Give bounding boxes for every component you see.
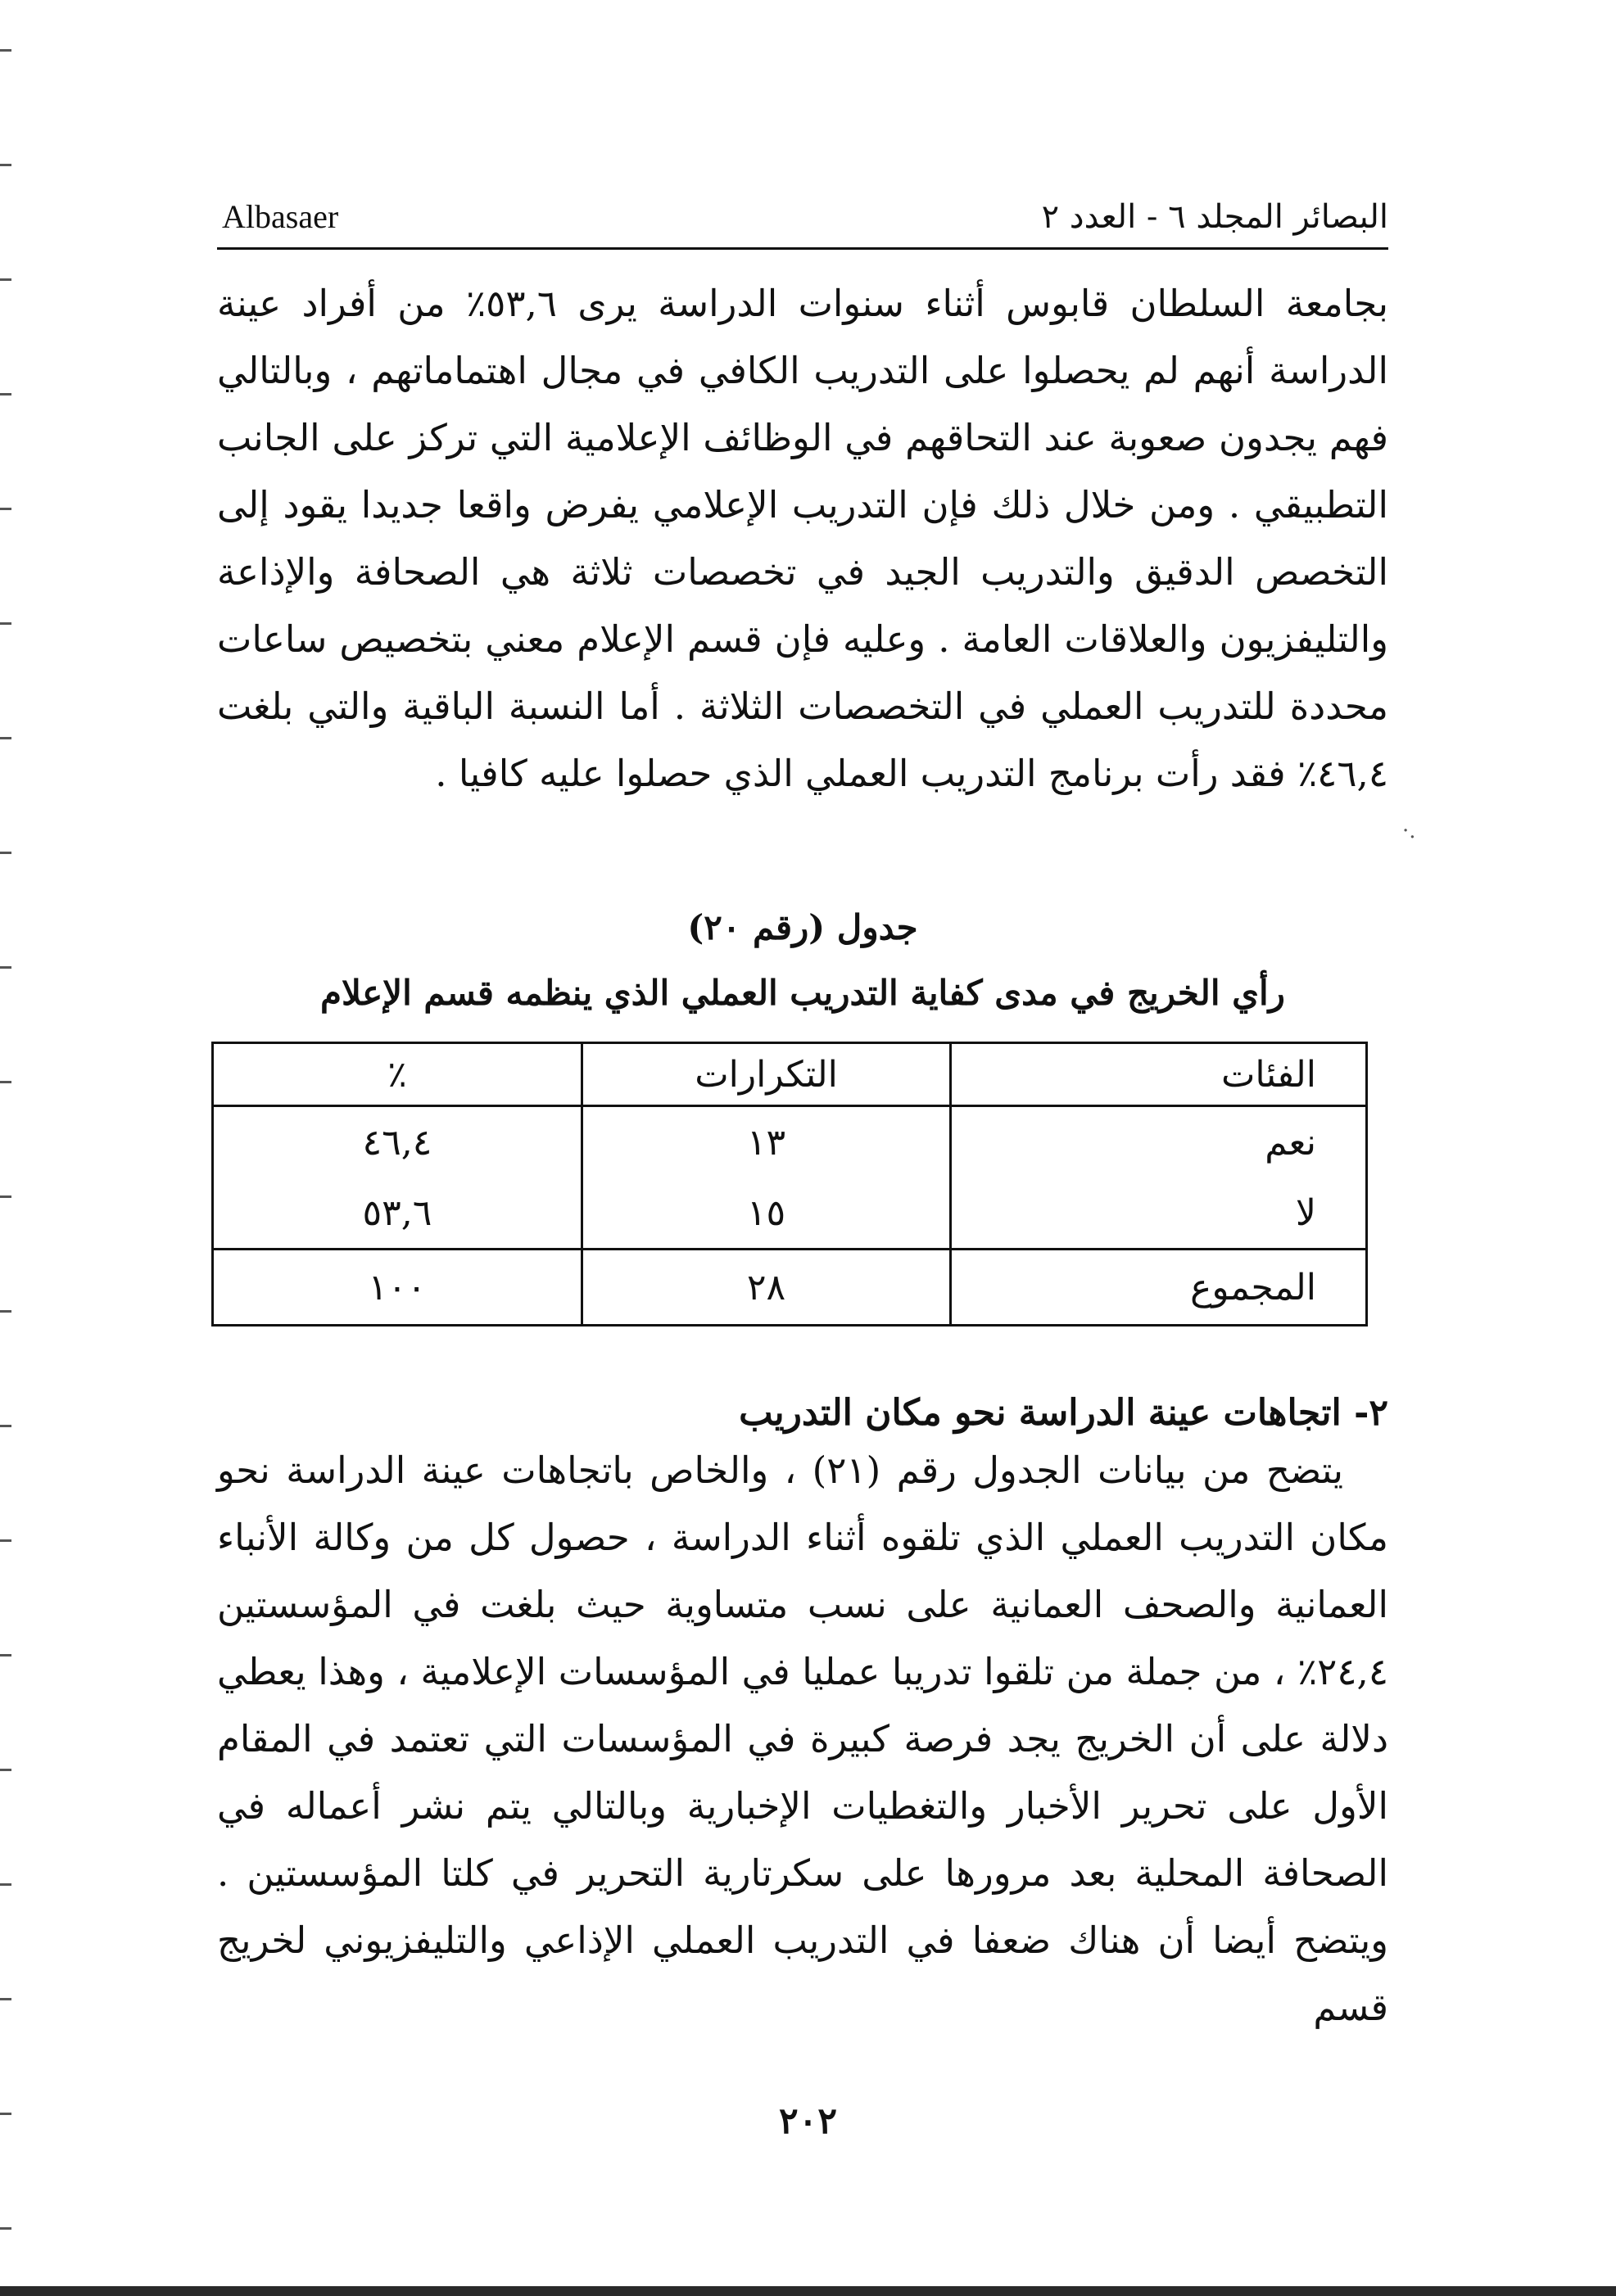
total-percent: ١٠٠ [213, 1250, 582, 1326]
table-number: جدول (رقم ٢٠) [687, 907, 918, 947]
header-category: الفئات [951, 1043, 1367, 1106]
row-percent: ٤٦,٤ [213, 1106, 582, 1178]
row-category: نعم [951, 1106, 1367, 1178]
table-row [213, 1177, 1367, 1250]
header-frequency: التكرارات [582, 1043, 950, 1106]
body-paragraph-2-text: يتضح من بيانات الجدول رقم (٢١) ، والخاص باتجاهات عينة الدراسة نحو مكان التدريب العملي الذي تلقوه أثناء الدراسة ، حصول كل من وكالة الأنباء العمانية والصحف العمانية على نسب متساوية حيث بلغت في المؤسستين ٢٤,٤٪ ، من جملة من تلقوا تدريبا عمليا في المؤسسات الإعلامية ، وهذا يعطي دلالة على أن الخريج يجد فرصة كبيرة في المؤسسات التي تعتمد في المقام الأول على تحرير الأخبار والتغطيات الإخبارية وبالتالي يتم نشر أعماله في الصحافة المحلية بعد مرورها على سكرتارية التحرير في كلتا المؤسستين . ويتضح أيضا أن هناك ضعفا في التدريب العملي الإذاعي والتليفزيوني لخريج قسم [217, 1449, 1389, 2029]
journal-issue-info: البصائر المجلد ٦ - العدد ٢ [1041, 198, 1388, 236]
results-table [211, 1042, 1368, 1327]
page-number: ٢٠٢ [779, 2100, 837, 2142]
table-header-row [213, 1043, 1367, 1106]
scan-edge-marks [0, 0, 11, 2296]
scan-margin-mark: ·. [1402, 819, 1416, 843]
table-title: رأي الخريج في مدى كفاية التدريب العملي الذي ينظمه قسم الإعلام [320, 973, 1285, 1013]
row-percent: ٥٣,٦ [213, 1177, 582, 1250]
row-frequency: ١٥ [582, 1177, 950, 1250]
body-paragraph-2 [217, 1437, 1388, 2041]
scan-bottom-edge [0, 2286, 1616, 2296]
table-row [213, 1106, 1367, 1178]
total-category: المجموع [951, 1250, 1367, 1326]
row-frequency: ١٣ [582, 1106, 950, 1178]
running-header [217, 190, 1388, 250]
total-frequency: ٢٨ [582, 1250, 950, 1326]
row-category: لا [951, 1177, 1367, 1250]
header-percent: ٪ [213, 1043, 582, 1106]
body-paragraph-1: بجامعة السلطان قابوس أثناء سنوات الدراسة يرى ٥٣,٦٪ من أفراد عينة الدراسة أنهم لم يحصلوا على التدريب الكافي في مجال اهتماماتهم ، وبالتالي فهم يجدون صعوبة عند التحاقهم في الوظائف الإعلامية التي تركز على الجانب التطبيقي . ومن خلال ذلك فإن التدريب الإعلامي يفرض واقعا جديدا يقود إلى التخصص الدقيق والتدريب الجيد في تخصصات ثلاثة هي الصحافة والإذاعة والتليفزيون والعلاقات العامة . وعليه فإن قسم الإعلام معني بتخصيص ساعات محددة للتدريب العملي في التخصصات الثلاثة . أما النسبة الباقية والتي بلغت ٤٦,٤٪ فقد رأت برنامج التدريب العملي الذي حصلوا عليه كافيا . [217, 282, 1388, 795]
journal-latin-name: Albasaer [222, 198, 339, 235]
section-heading: ٢- اتجاهات عينة الدراسة نحو مكان التدريب [739, 1392, 1388, 1434]
table-total-row [213, 1250, 1367, 1326]
